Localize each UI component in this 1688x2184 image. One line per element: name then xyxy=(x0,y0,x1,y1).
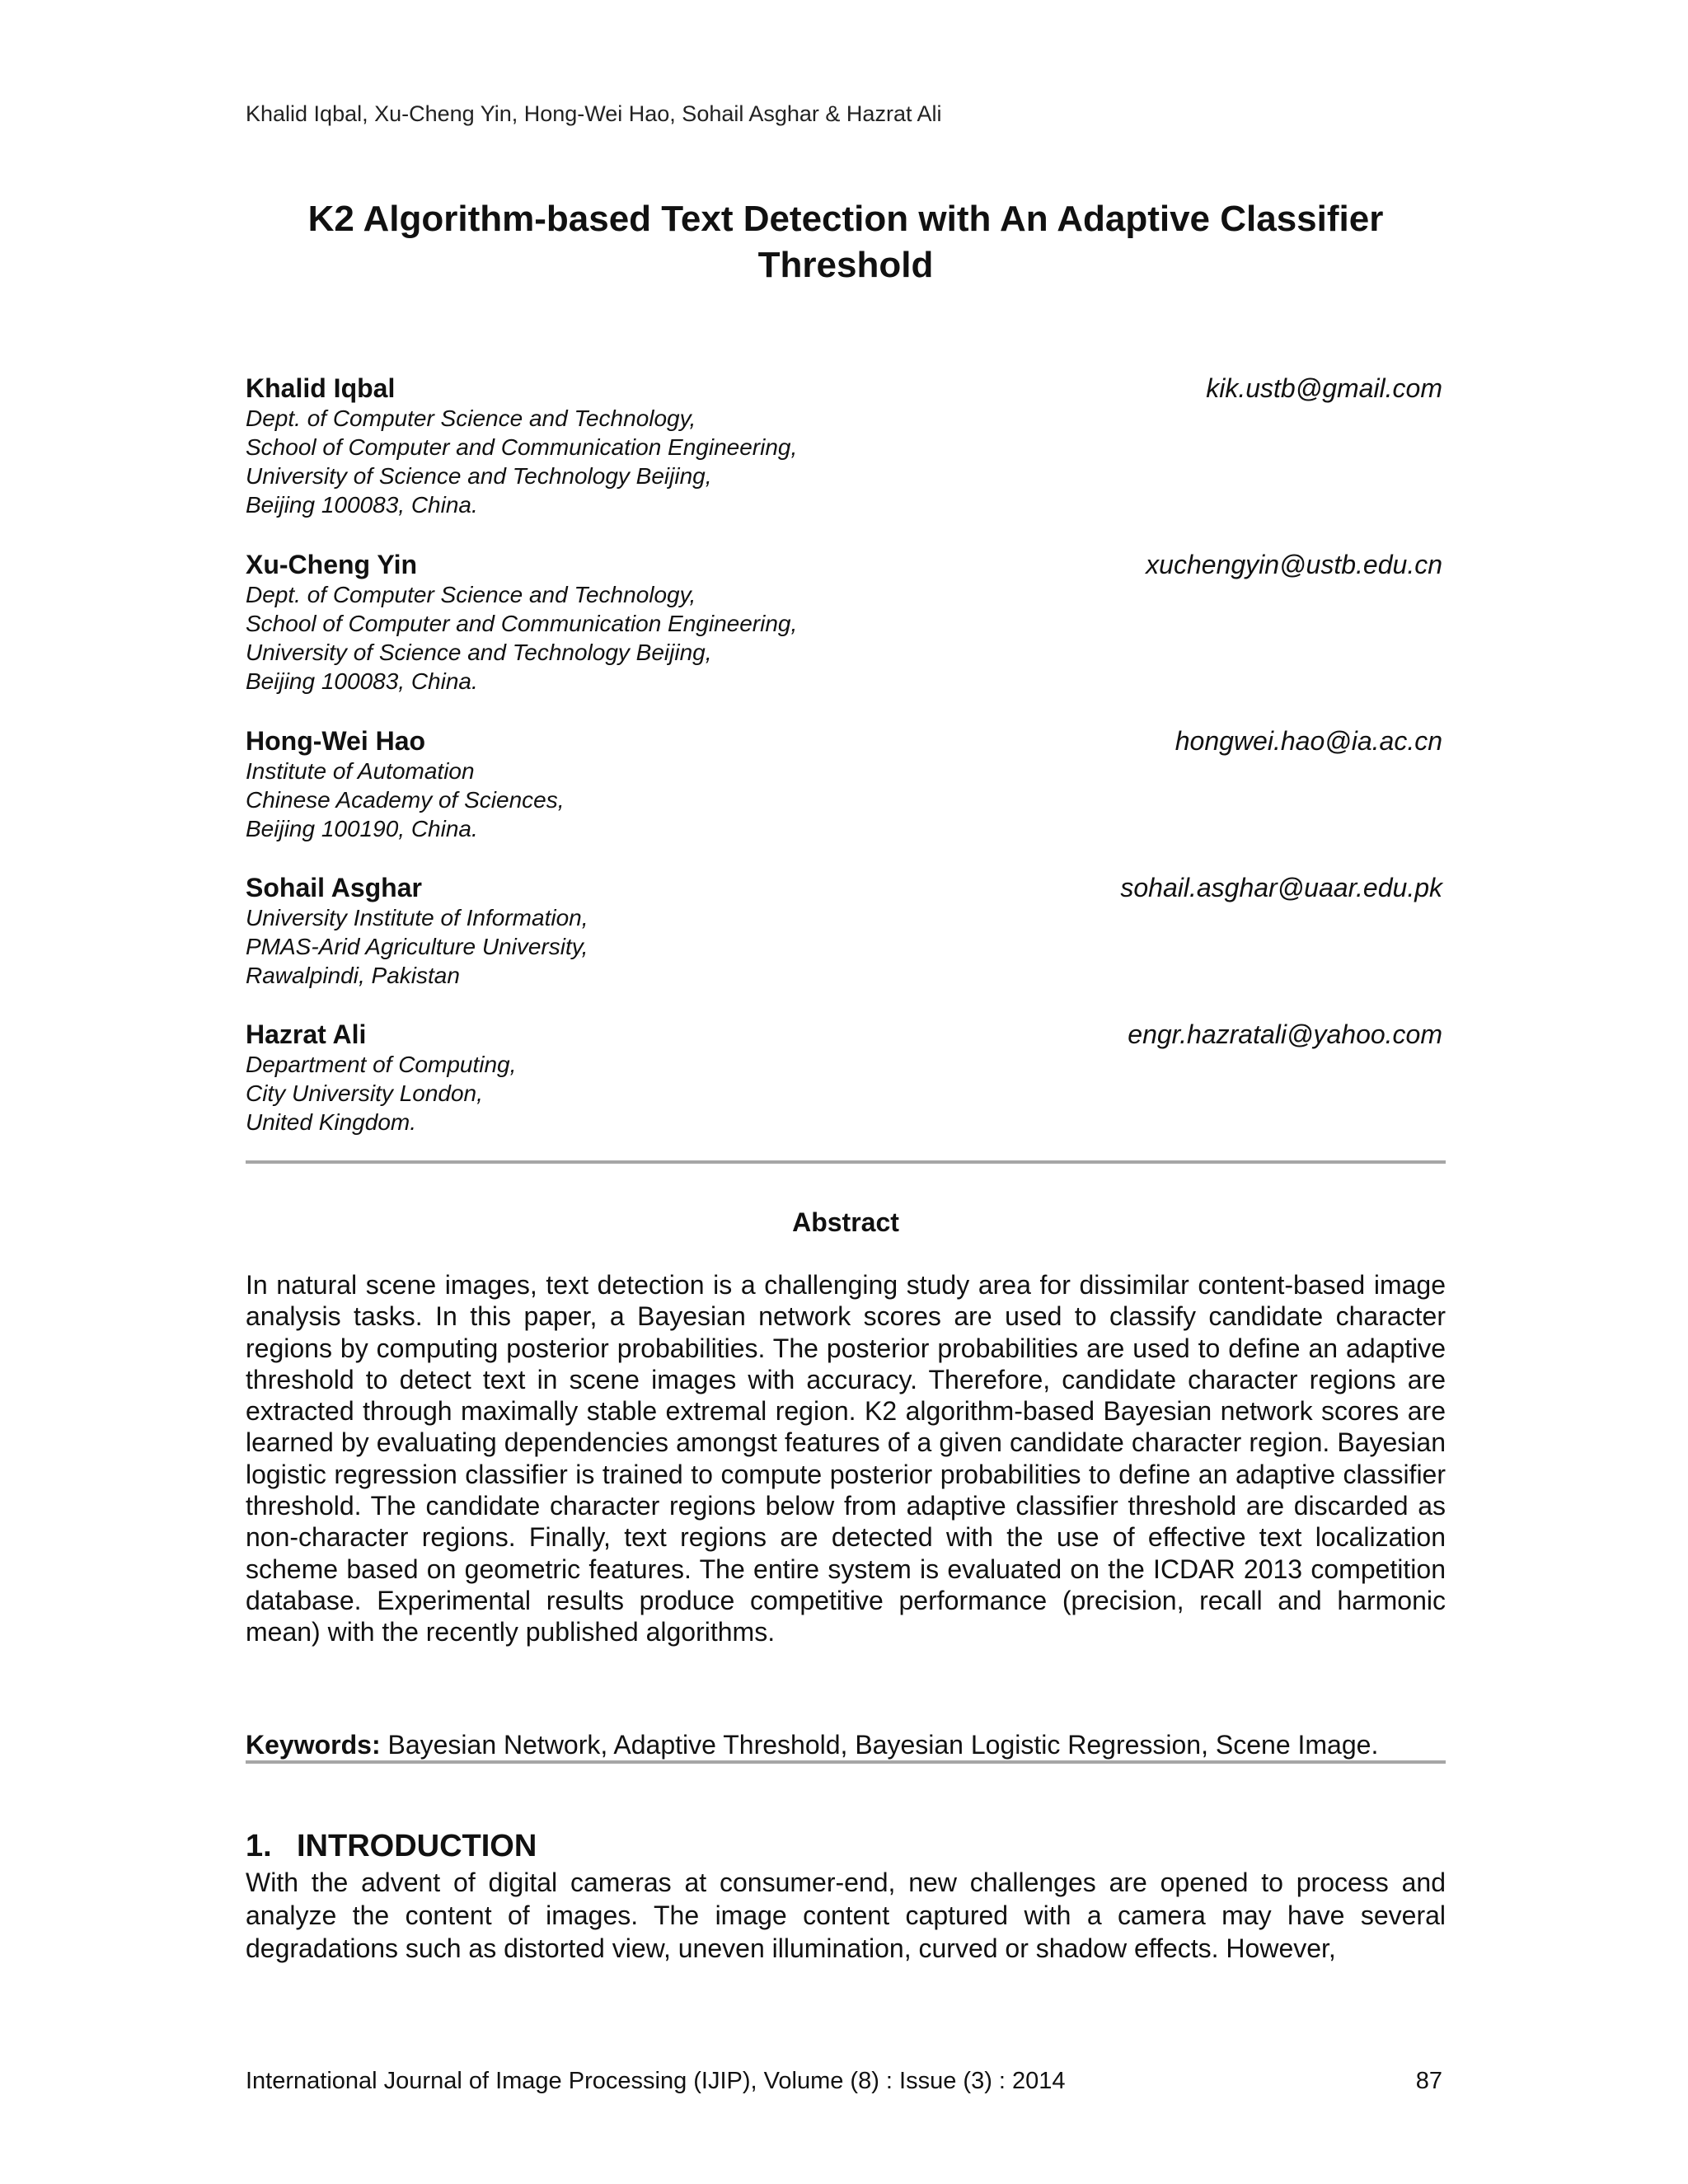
keywords xyxy=(246,1729,1446,1760)
author-list xyxy=(246,373,1442,1165)
author-block xyxy=(246,549,1442,725)
affiliation-line: Beijing 100083, China. xyxy=(246,492,478,518)
author-name: Hazrat Ali xyxy=(246,1019,367,1049)
author-name: Hong-Wei Hao xyxy=(246,726,426,756)
author-email: engr.hazratali@yahoo.com xyxy=(1128,1019,1442,1049)
affiliation-line: PMAS-Arid Agriculture University, xyxy=(246,934,588,959)
affiliation-line: Dept. of Computer Science and Technology, xyxy=(246,405,696,431)
affiliation-line: Department of Computing, xyxy=(246,1052,517,1077)
affiliation-line: School of Computer and Communication Engineering, xyxy=(246,611,798,636)
title-line-1: K2 Algorithm-based Text Detection with An Adaptive Classifier xyxy=(307,199,1384,239)
affiliation-line: Beijing 100083, China. xyxy=(246,668,478,694)
divider-rule xyxy=(246,1160,1446,1164)
author-block xyxy=(246,1019,1442,1165)
keywords-text: Bayesian Network, Adaptive Threshold, Bayesian Logistic Regression, Scene Image. xyxy=(387,1730,1379,1760)
running-head: Khalid Iqbal, Xu-Cheng Yin, Hong-Wei Hao, Sohail Asghar & Hazrat Ali xyxy=(246,101,942,126)
author-block xyxy=(246,725,1442,872)
abstract-text: In natural scene images, text detection is a challenging study area for dissimilar content-based image analysis tasks. In this paper, a Bayesian network scores are used to classify candidate character regions by computing posterior probabilities. The posterior probabilities are used to define an adaptive threshold to detect text in scene images with accuracy. Therefore, candidate character regions are extracted through maximally stable extremal region. K2 algorithm-based Bayesian network scores are learned by evaluating dependencies amongst features of a given candidate character region. Bayesian logistic regression classifier is trained to compute posterior probabilities to define an adaptive classifier threshold. The candidate character regions below from adaptive classifier threshold are discarded as non-character regions. Finally, text regions are detected with the use of effective text localization scheme based on geometric features. The entire system is evaluated on the ICDAR 2013 competition database. Experimental results produce competitive performance (precision, recall and harmonic mean) with the recently published algorithms. xyxy=(246,1270,1446,1647)
author-email: xuchengyin@ustb.edu.cn xyxy=(1146,550,1442,579)
author-name: Xu-Cheng Yin xyxy=(246,550,417,579)
affiliation-line: United Kingdom. xyxy=(246,1109,417,1135)
affiliation-line: Chinese Academy of Sciences, xyxy=(246,787,565,813)
affiliation-line: University of Science and Technology Beijing, xyxy=(246,463,712,489)
section-title: INTRODUCTION xyxy=(297,1829,537,1863)
author-block xyxy=(246,872,1442,1019)
author-name: Sohail Asghar xyxy=(246,873,422,902)
title-line-2: Threshold xyxy=(757,245,934,285)
author-email: sohail.asghar@uaar.edu.pk xyxy=(1120,873,1442,902)
introduction-text: With the advent of digital cameras at consumer-end, new challenges are opened to process and analyze the content of images. The image content captured with a camera may have several degradations such as distorted view, uneven illumination, curved or shadow effects. However, xyxy=(246,1868,1446,1963)
affiliation-line: University Institute of Information, xyxy=(246,905,588,930)
affiliation-line: City University London, xyxy=(246,1080,483,1106)
page-number: 87 xyxy=(1415,2068,1442,2094)
author-block xyxy=(246,373,1442,549)
paper-title xyxy=(246,196,1446,288)
author-name: Khalid Iqbal xyxy=(246,373,396,403)
divider-rule xyxy=(246,1760,1446,1764)
section-heading xyxy=(246,1828,537,1864)
affiliation-line: Beijing 100190, China. xyxy=(246,816,478,841)
affiliation-line: Rawalpindi, Pakistan xyxy=(246,963,460,988)
author-email: hongwei.hao@ia.ac.cn xyxy=(1175,726,1442,756)
affiliation-line: Dept. of Computer Science and Technology, xyxy=(246,582,696,607)
affiliation-line: School of Computer and Communication Engineering, xyxy=(246,434,798,460)
journal-footer: International Journal of Image Processing (IJIP), Volume (8) : Issue (3) : 2014 xyxy=(246,2068,1066,2094)
keywords-label: Keywords: xyxy=(246,1730,381,1760)
section-number: 1. xyxy=(246,1829,272,1863)
affiliation-line: University of Science and Technology Beijing, xyxy=(246,640,712,665)
abstract-heading: Abstract xyxy=(792,1207,899,1237)
author-email: kik.ustb@gmail.com xyxy=(1206,373,1442,403)
affiliation-line: Institute of Automation xyxy=(246,758,475,784)
